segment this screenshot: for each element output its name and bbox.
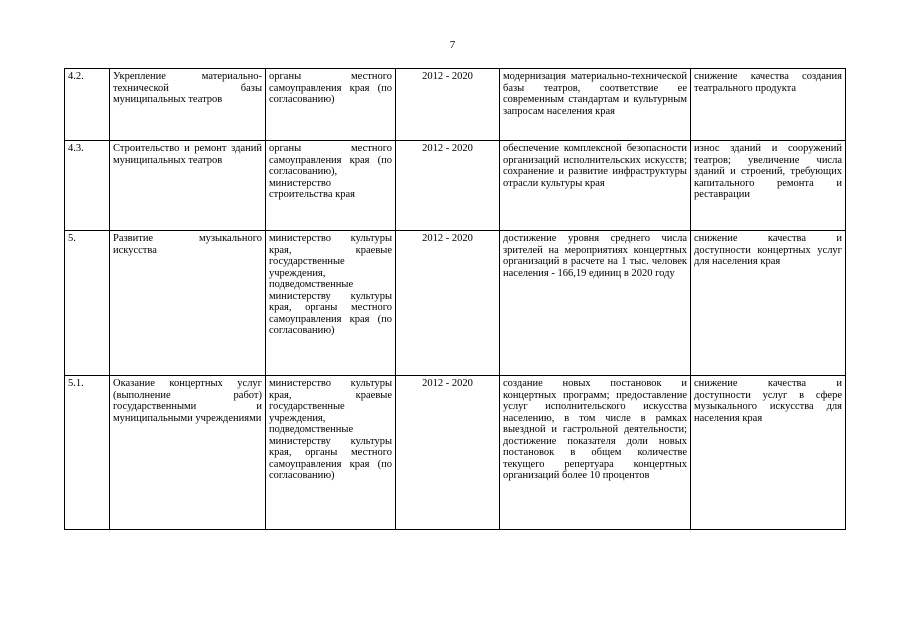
table-row [65,141,846,231]
row-number: 5.1. [65,376,110,530]
period: 2012 - 2020 [396,231,500,376]
expected-result: модернизация материально-технической базы театров, соответствие ее современным стандартам и культурным запросам населения края [500,69,691,141]
executor: министерство культуры края, краевые государственные учреждения, подведомственные министерству культуры края, органы местного самоуправления края (по согласованию) [266,231,396,376]
expected-result: обеспечение комплексной безопасности организаций исполнительских искусств; сохранение и развитие инфраструктуры отрасли культуры края [500,141,691,231]
expected-result: создание новых постановок и концертных программ; предоставление услуг исполнительского искусства населению, в том числе в рамках выездной и гастрольной деятельности; достижение показателя доли новых постановок в общем количестве текущего репертуара концертных организаций более 10 процентов [500,376,691,530]
measure-name: Строительство и ремонт зданий муниципальных театров [110,141,266,231]
measure-name: Оказание концертных услуг (выполнение работ) государственными и муниципальными учреждениями [110,376,266,530]
row-number: 4.2. [65,69,110,141]
row-number: 4.3. [65,141,110,231]
consequences: снижение качества и доступности услуг в сфере музыкального искусства для населения края [691,376,846,530]
executor: органы местного самоуправления края (по согласованию) [266,69,396,141]
consequences: снижение качества и доступности концертных услуг для населения края [691,231,846,376]
program-measures-table [64,68,846,530]
period: 2012 - 2020 [396,69,500,141]
measure-name: Развитие музыкального искусства [110,231,266,376]
executor: министерство культуры края, краевые государственные учреждения, подведомственные министерству культуры края, органы местного самоуправления края (по согласованию) [266,376,396,530]
consequences: снижение качества создания театрального продукта [691,69,846,141]
consequences: износ зданий и сооружений театров; увеличение числа зданий и строений, требующих капитального ремонта и реставрации [691,141,846,231]
executor: органы местного самоуправления края (по согласованию), министерство строительства края [266,141,396,231]
table-row [65,231,846,376]
table-row [65,376,846,530]
period: 2012 - 2020 [396,141,500,231]
expected-result: достижение уровня среднего числа зрителей на мероприятиях концертных организаций в расчете на 1 тыс. человек населения - 166,19 единиц в 2020 году [500,231,691,376]
measure-name: Укрепление материально-технической базы муниципальных театров [110,69,266,141]
row-number: 5. [65,231,110,376]
period: 2012 - 2020 [396,376,500,530]
page-number: 7 [449,39,456,51]
table-row [65,69,846,141]
